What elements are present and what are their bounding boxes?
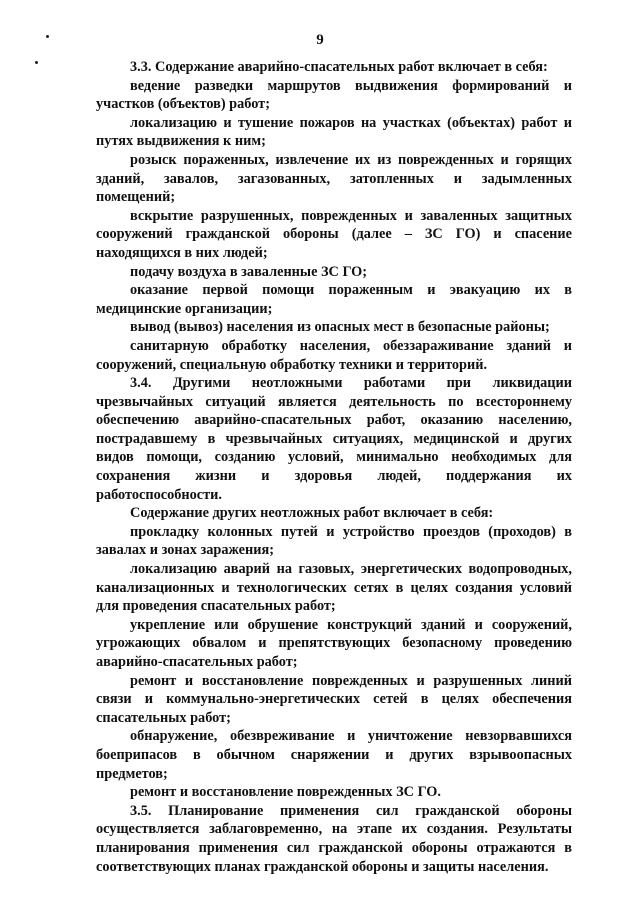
list-item: вскрытие разрушенных, поврежденных и заваленных защитных сооружений гражданской обороны (далее – ЗС ГО) и спасение находящихся в них людей; [96,207,572,261]
list-item: подачу воздуха в заваленные ЗС ГО; [130,263,368,280]
list-item: обнаружение, обезвреживание и уничтожение невзорвавшихся боеприпасов в обычном снаряжении и других взрывоопасных предметов; [96,728,572,782]
list-item: ведение разведки маршрутов выдвижения формирований и участков (объектов) работ; [96,77,572,113]
list-item: ремонт и восстановление поврежденных и разрушенных линий связи и коммунально-энергетических сетей в целях обеспечения спасательных работ; [96,672,572,726]
paragraph-3-5: 3.5. Планирование применения сил гражданской обороны осуществляется заблаговременно, на этапе их создания. Результаты планирования применения сил гражданской обороны отражаются в соответствующих планах гражданской обороны и защиты населения. [96,802,572,875]
list-item: ремонт и восстановление поврежденных ЗС ГО. [130,784,442,801]
list-item: локализацию и тушение пожаров на участках (объектах) работ и путях выдвижения к ним; [96,114,572,150]
list-item: локализацию аварий на газовых, энергетических водопроводных, канализационных и технологических сетях в целях создания условий для проведения спасательных работ; [96,561,572,615]
list-item: вывод (вывоз) населения из опасных мест в безопасные районы; [130,319,550,336]
paragraph-3-4: 3.4. Другими неотложными работами при ликвидации чрезвычайных ситуаций является деятельность по всестороннему обеспечению аварийно-спасательных работ, оказанию населению, пострадавшему в чрезвычайных ситуациях, медицинской и других видов помощи, созданию условий, минимально необходимых для сохранения жизни и здоровья людей, поддержания их работоспособности. [96,375,572,503]
list-item: оказание первой помощи пораженным и эвакуацию их в медицинские организации; [96,282,572,317]
list-item: прокладку колонных путей и устройство проездов (проходов) в завалах и зонах заражения; [96,523,572,559]
page-number: 9 [316,32,324,48]
list-item: розыск пораженных, извлечение их из поврежденных и горящих зданий, завалов, загазованных, затопленных и задымленных помещений; [96,151,572,206]
paragraph-other-works-heading: Содержание других неотложных работ включает в себя: [130,505,494,522]
list-item: санитарную обработку населения, обеззараживание зданий и сооружений, специальную обработку техники и территорий. [96,337,572,373]
scan-speck [35,61,38,64]
document-body [96,58,572,876]
paragraph-3-3-heading: 3.3. Содержание аварийно-спасательных работ включает в себя: [130,59,548,75]
list-item: укрепление или обрушение конструкций зданий и сооружений, угрожающих обвалом и препятствующих безопасному проведению аварийно-спасательных работ; [96,616,572,670]
